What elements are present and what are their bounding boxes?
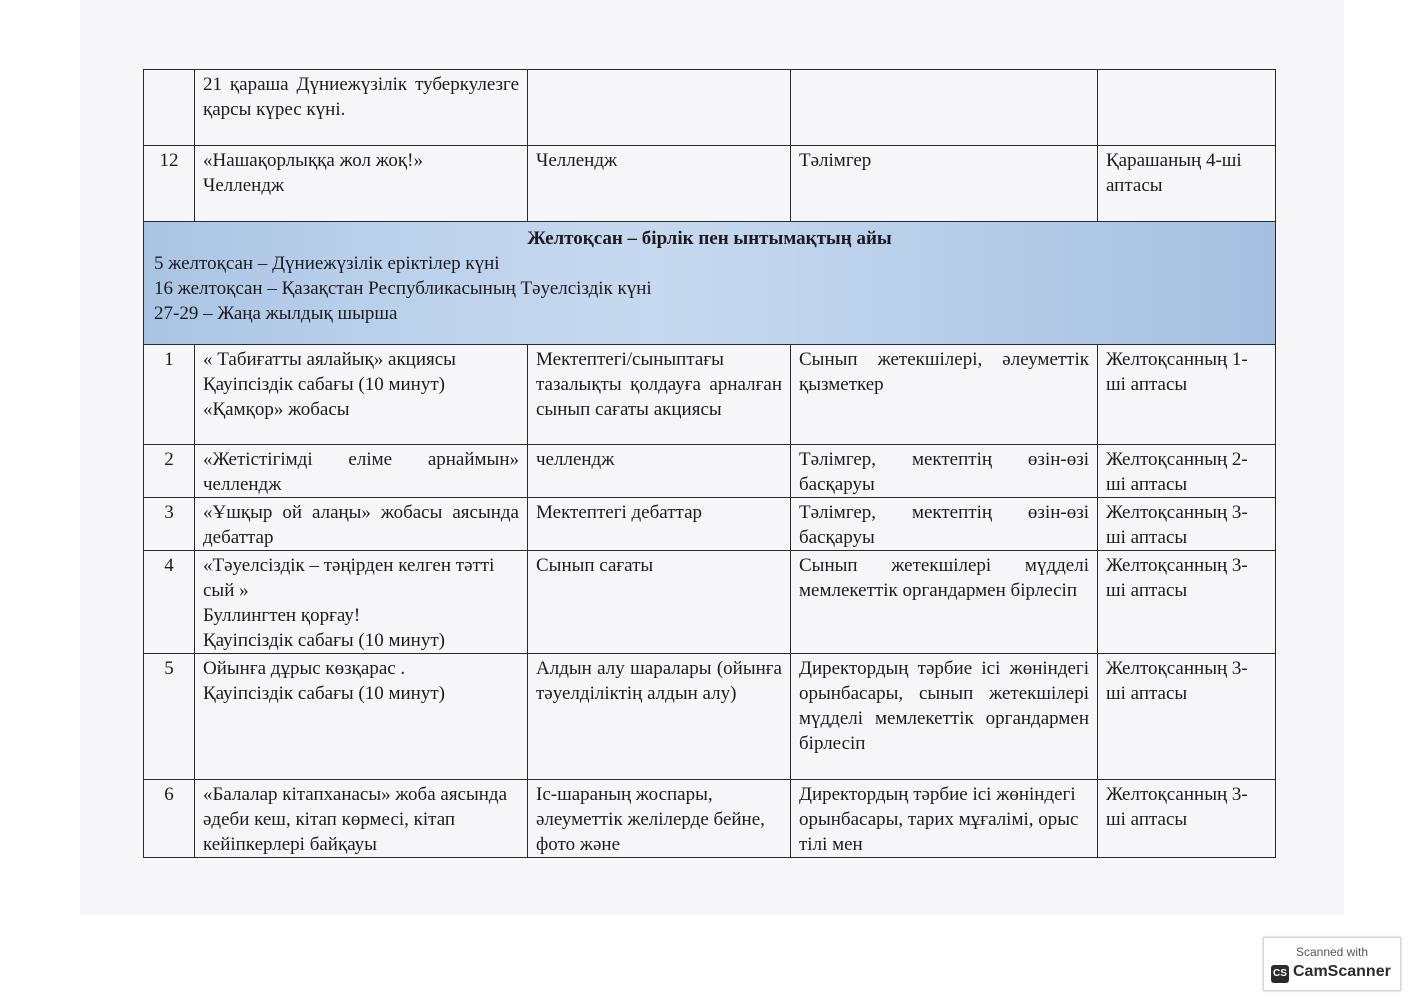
- row-number-cell: 4: [144, 551, 195, 654]
- event-cell: [195, 780, 528, 858]
- watermark-brand: CamScanner: [1293, 963, 1391, 980]
- responsible-cell: Сынып жетекшілері, әлеуметтік қызметкер: [791, 345, 1098, 445]
- event-text: 21 қараша Дүниежүзілік туберкулезге қарсы күрес күні.: [203, 74, 519, 120]
- form-cell: Алдын алу шаралары (ойынға тәуелділіктің алдын алу): [528, 654, 791, 780]
- event-text: «Қамқор» жобасы: [203, 399, 350, 420]
- timing-cell: Қарашаның 4-ші аптасы: [1098, 146, 1276, 222]
- month-header-cell: [144, 222, 1276, 345]
- table-row: [144, 780, 1276, 858]
- row-number-cell: 6: [144, 780, 195, 858]
- timing-cell: [1098, 70, 1276, 146]
- camscanner-watermark: [1263, 937, 1401, 991]
- event-text: Қауіпсіздік сабағы (10 минут): [203, 630, 445, 651]
- table-row: [144, 345, 1276, 445]
- month-header-row: [144, 222, 1276, 345]
- responsible-cell: Директордың тәрбие ісі жөніндегі орынбасары, сынып жетекшілері мүдделі мемлекеттік органдармен бірлесіп: [791, 654, 1098, 780]
- event-text: «Жетістігімді еліме арнаймын» челлендж: [203, 449, 519, 495]
- timing-cell: Желтоқсанның 3-ші аптасы: [1098, 780, 1276, 858]
- event-text: Ойынға дұрыс көзқарас .: [203, 658, 406, 679]
- event-cell: [195, 70, 528, 146]
- timing-cell: Желтоқсанның 3-ші аптасы: [1098, 654, 1276, 780]
- row-number-cell: 2: [144, 445, 195, 498]
- responsible-cell: Тәлімгер, мектептің өзін-өзі басқаруы: [791, 498, 1098, 551]
- responsible-cell: Тәлімгер, мектептің өзін-өзі басқаруы: [791, 445, 1098, 498]
- event-text: «Нашақорлыққа жол жоқ!»: [203, 150, 423, 171]
- event-cell: [195, 551, 528, 654]
- row-number-cell: 5: [144, 654, 195, 780]
- event-text: Қауіпсіздік сабағы (10 минут): [203, 683, 445, 704]
- responsible-cell: [791, 70, 1098, 146]
- row-number-cell: 12: [144, 146, 195, 222]
- form-cell: челлендж: [528, 445, 791, 498]
- responsible-cell: Сынып жетекшілері мүдделі мемлекеттік органдармен бірлесіп: [791, 551, 1098, 654]
- event-text: «Балалар кітапханасы» жоба аясында әдеби кеш, кітап көрмесі, кітап кейіпкерлері байқауы: [203, 784, 508, 855]
- event-text: Буллингтен қорғау!: [203, 605, 361, 626]
- form-cell: Іс-шараның жоспары, әлеуметтік желілерде бейне, фото және: [528, 780, 791, 858]
- event-text: Челлендж: [203, 175, 285, 196]
- table-row: [144, 445, 1276, 498]
- event-cell: [195, 654, 528, 780]
- events-plan-table: [143, 69, 1276, 858]
- month-title: Желтоқсан – бірлік пен ынтымақтың айы: [527, 228, 892, 249]
- event-text: Қауіпсіздік сабағы (10 минут): [203, 374, 445, 395]
- table-row: [144, 146, 1276, 222]
- table-row: [144, 551, 1276, 654]
- form-cell: [528, 70, 791, 146]
- form-cell: Мектептегі/сыныптағы тазалықты қолдауға арналған сынып сағаты акциясы: [528, 345, 791, 445]
- event-text: «Тәуелсіздік – тәңірден келген тәтті сый »: [203, 555, 495, 601]
- row-number-cell: 3: [144, 498, 195, 551]
- responsible-cell: Директордың тәрбие ісі жөніндегі орынбасары, тарих мұғалімі, орыс тілі мен: [791, 780, 1098, 858]
- event-cell: [195, 345, 528, 445]
- timing-cell: Желтоқсанның 1-ші аптасы: [1098, 345, 1276, 445]
- row-number-cell: [144, 70, 195, 146]
- responsible-cell: Тәлімгер: [791, 146, 1098, 222]
- event-text: «Ұшқыр ой алаңы» жобасы аясында дебаттар: [203, 502, 519, 548]
- month-date-item: 16 желтоқсан – Қазақстан Республикасының Тәуелсіздік күні: [154, 278, 652, 299]
- table-row: [144, 70, 1276, 146]
- event-cell: [195, 498, 528, 551]
- form-cell: Мектептегі дебаттар: [528, 498, 791, 551]
- event-text: « Табиғатты аялайық» акциясы: [203, 349, 456, 370]
- timing-cell: Желтоқсанның 2-ші аптасы: [1098, 445, 1276, 498]
- watermark-caption: Scanned with: [1295, 945, 1369, 959]
- table-row: [144, 498, 1276, 551]
- timing-cell: Желтоқсанның 3-ші аптасы: [1098, 498, 1276, 551]
- row-number-cell: 1: [144, 345, 195, 445]
- form-cell: Сынып сағаты: [528, 551, 791, 654]
- camscanner-logo-icon: CS: [1271, 965, 1289, 983]
- form-cell: Челлендж: [528, 146, 791, 222]
- event-cell: [195, 146, 528, 222]
- month-date-item: 5 желтоқсан – Дүниежүзілік еріктілер күні: [154, 253, 500, 274]
- event-cell: [195, 445, 528, 498]
- month-date-item: 27-29 – Жаңа жылдық шырша: [154, 303, 398, 324]
- table-row: [144, 654, 1276, 780]
- timing-cell: Желтоқсанның 3-ші аптасы: [1098, 551, 1276, 654]
